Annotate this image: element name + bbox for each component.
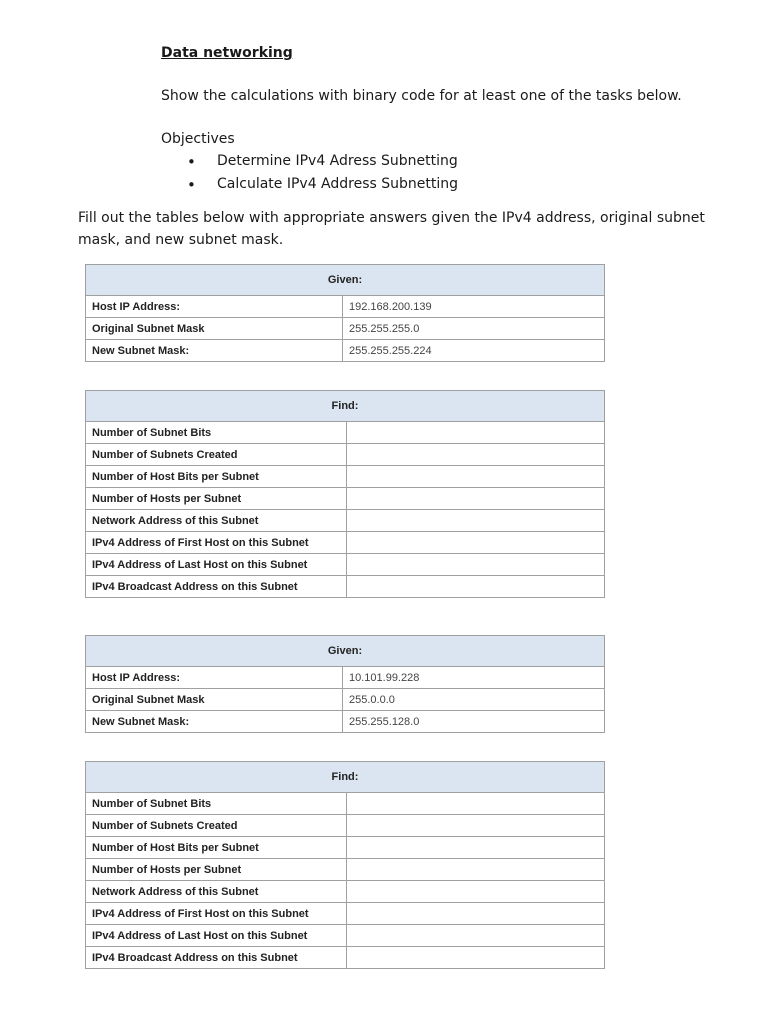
document-title: Data networking (161, 45, 293, 61)
find-label: IPv4 Address of Last Host on this Subnet (86, 925, 347, 947)
given-value: 255.0.0.0 (343, 689, 605, 711)
given-label: New Subnet Mask: (86, 340, 343, 362)
answer-cell[interactable] (347, 837, 605, 859)
given-value: 255.255.255.224 (343, 340, 605, 362)
answer-cell[interactable] (347, 444, 605, 466)
find-label: Number of Subnet Bits (86, 793, 347, 815)
find-table-2 (85, 761, 605, 969)
given-table-1 (85, 264, 605, 362)
given-label: Host IP Address: (86, 296, 343, 318)
answer-cell[interactable] (347, 532, 605, 554)
instruction-text: Show the calculations with binary code for at least one of the tasks below. (161, 88, 682, 104)
answer-cell[interactable] (347, 554, 605, 576)
find-table-1 (85, 390, 605, 598)
answer-cell[interactable] (347, 510, 605, 532)
given-label: New Subnet Mask: (86, 711, 343, 733)
given-value: 255.255.128.0 (343, 711, 605, 733)
given-value: 192.168.200.139 (343, 296, 605, 318)
answer-cell[interactable] (347, 422, 605, 444)
given-header: Given: (86, 265, 605, 296)
find-label: Number of Hosts per Subnet (86, 488, 347, 510)
given-label: Original Subnet Mask (86, 318, 343, 340)
answer-cell[interactable] (347, 488, 605, 510)
answer-cell[interactable] (347, 881, 605, 903)
find-label: IPv4 Address of First Host on this Subnet (86, 532, 347, 554)
objective-item: • Determine IPv4 Adress Subnetting (217, 153, 458, 169)
answer-cell[interactable] (347, 859, 605, 881)
objectives-heading: Objectives (161, 131, 235, 147)
answer-cell[interactable] (347, 903, 605, 925)
find-label: IPv4 Broadcast Address on this Subnet (86, 576, 347, 598)
find-label: Number of Subnets Created (86, 815, 347, 837)
given-header: Given: (86, 636, 605, 667)
find-header: Find: (86, 762, 605, 793)
find-header: Find: (86, 391, 605, 422)
answer-cell[interactable] (347, 815, 605, 837)
answer-cell[interactable] (347, 947, 605, 969)
answer-cell[interactable] (347, 576, 605, 598)
find-label: Number of Host Bits per Subnet (86, 466, 347, 488)
find-label: Number of Hosts per Subnet (86, 859, 347, 881)
fill-out-instructions: Fill out the tables below with appropriate answers given the IPv4 address, original subnet mask, and new subnet mask. (78, 210, 705, 248)
given-value: 255.255.255.0 (343, 318, 605, 340)
find-label: IPv4 Address of Last Host on this Subnet (86, 554, 347, 576)
find-label: Number of Subnet Bits (86, 422, 347, 444)
answer-cell[interactable] (347, 466, 605, 488)
answer-cell[interactable] (347, 925, 605, 947)
given-table-2 (85, 635, 605, 733)
find-label: Number of Host Bits per Subnet (86, 837, 347, 859)
find-label: Network Address of this Subnet (86, 881, 347, 903)
given-value: 10.101.99.228 (343, 667, 605, 689)
find-label: IPv4 Broadcast Address on this Subnet (86, 947, 347, 969)
given-label: Original Subnet Mask (86, 689, 343, 711)
find-label: Network Address of this Subnet (86, 510, 347, 532)
find-label: IPv4 Address of First Host on this Subnet (86, 903, 347, 925)
answer-cell[interactable] (347, 793, 605, 815)
find-label: Number of Subnets Created (86, 444, 347, 466)
objective-item: • Calculate IPv4 Address Subnetting (217, 176, 458, 192)
given-label: Host IP Address: (86, 667, 343, 689)
